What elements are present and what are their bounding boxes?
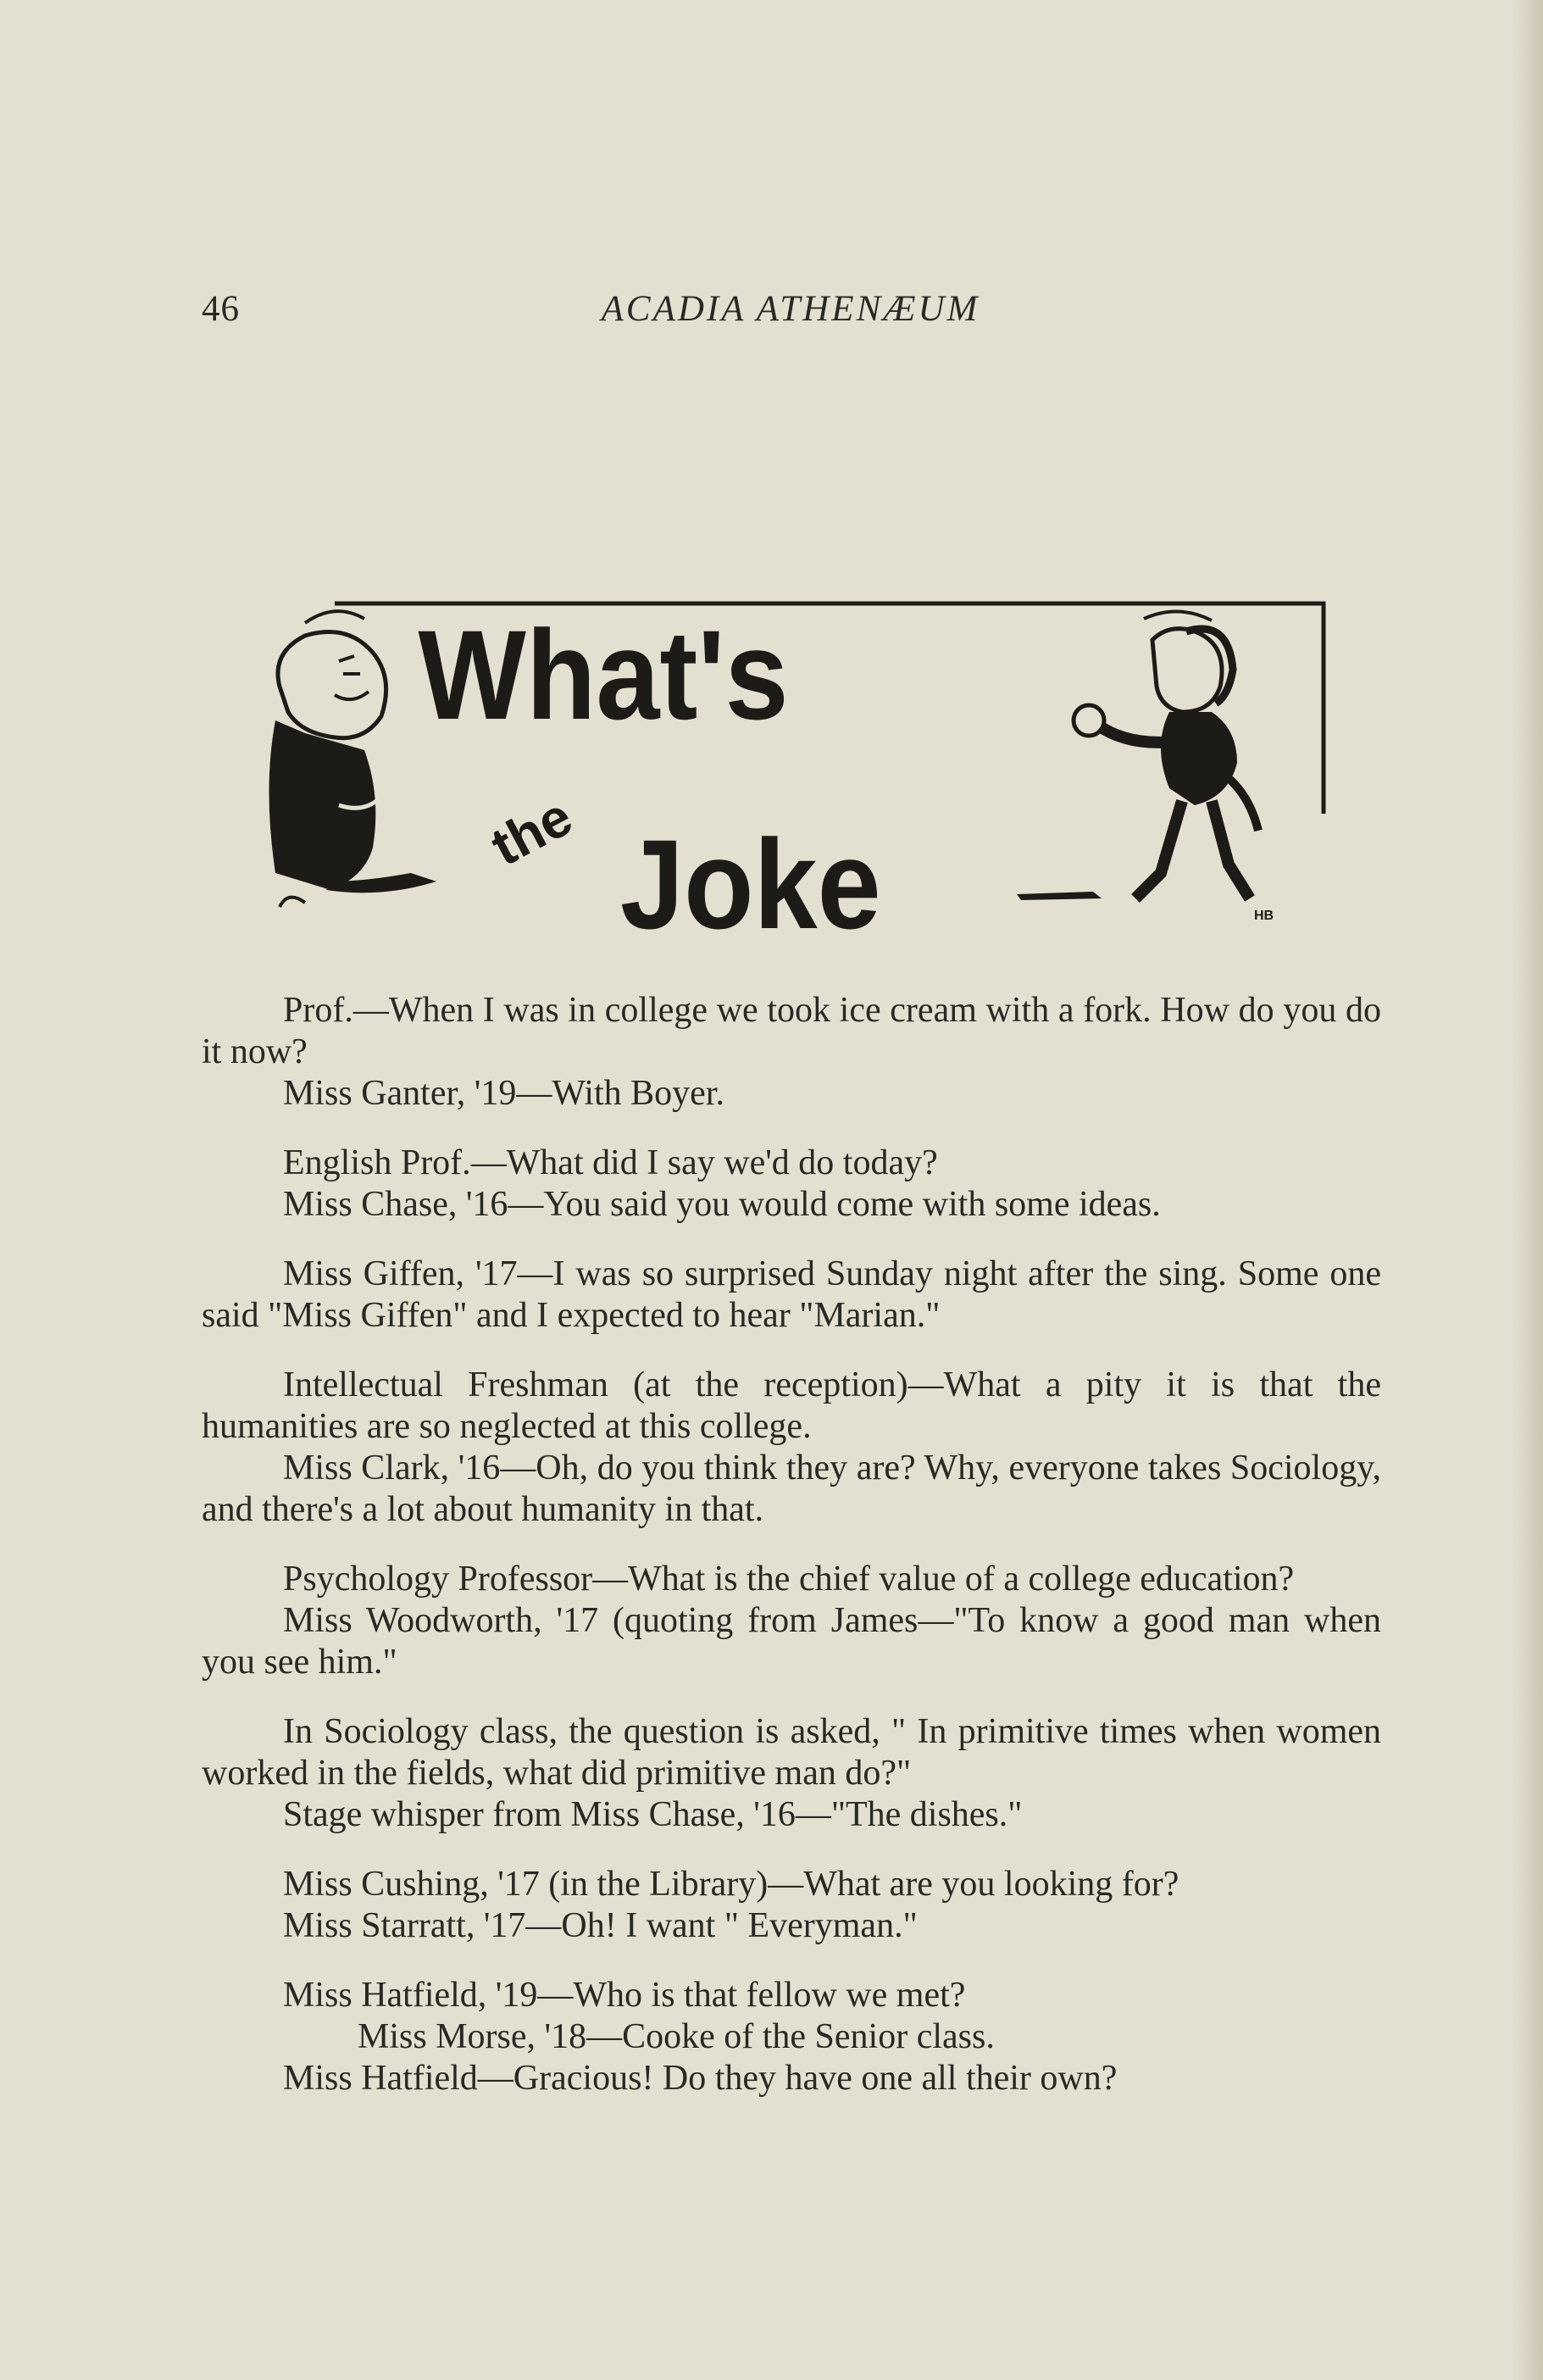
right-figure-illustration [1074, 611, 1258, 898]
joke-entry [202, 1864, 1381, 1947]
joke-line-question: Miss Giffen, '17—I was so surprised Sunday night after the sing. Some one said "Miss Giffen" and I expected to hear "Marian." [202, 1254, 1381, 1335]
joke-line-reply: Miss Ganter, '19—With Boyer. [283, 1074, 724, 1113]
joke-entry [202, 1559, 1381, 1683]
joke-entry [202, 990, 1381, 1115]
joke-line-reply: Miss Hatfield—Gracious! Do they have one all their own? [283, 2059, 1118, 2098]
joke-line-reply: Miss Morse, '18—Cooke of the Senior class. [358, 2017, 995, 2056]
left-figure-illustration [269, 611, 437, 907]
joke-line-reply: Miss Chase, '16—You said you would come with some ideas. [283, 1185, 1161, 1224]
artist-initials: HB [1254, 909, 1274, 923]
joke-line-question: Psychology Professor—What is the chief value of a college education? [283, 1560, 1295, 1599]
joke-entry [202, 1254, 1381, 1337]
page-header [202, 288, 1379, 336]
motion-line [1017, 892, 1102, 900]
jokes-column [202, 990, 1381, 2127]
page-edge [1511, 0, 1543, 2380]
joke-line-reply: Miss Clark, '16—Oh, do you think they are? Why, everyone takes Sociology, and there's a lot about humanity in that. [202, 1449, 1381, 1529]
page-number: 46 [202, 289, 240, 329]
title-word-joke: Joke [620, 814, 881, 956]
joke-line-reply: Miss Woodworth, '17 (quoting from James—"To know a good man when you see him." [202, 1601, 1381, 1682]
joke-line-question: In Sociology class, the question is asked, " In primitive times when women worked in the fields, what did primitive man do?" [202, 1712, 1381, 1793]
joke-entry [202, 1143, 1381, 1226]
running-title: ACADIA ATHENÆUM [601, 289, 980, 329]
title-word-the: the [480, 785, 582, 878]
joke-entry [202, 1975, 1381, 2099]
title-word-whats: What's [418, 604, 789, 747]
joke-line-question: Intellectual Freshman (at the reception)—What a pity it is that the humanities are so neglected at this college. [202, 1365, 1381, 1446]
joke-line-question: Miss Hatfield, '19—Who is that fellow we met? [283, 1976, 966, 2015]
joke-line-question: Prof.—When I was in college we took ice cream with a fork. How do you do it now? [202, 991, 1381, 1071]
joke-entry [202, 1365, 1381, 1531]
joke-line-question: Miss Cushing, '17 (in the Library)—What are you looking for? [283, 1865, 1179, 1904]
joke-line-question: English Prof.—What did I say we'd do today? [283, 1143, 938, 1182]
joke-line-reply: Stage whisper from Miss Chase, '16—"The dishes." [283, 1795, 1023, 1834]
joke-entry [202, 1711, 1381, 1836]
joke-line-reply: Miss Starratt, '17—Oh! I want " Everyman." [283, 1906, 918, 1945]
whats-the-joke-cartoon [254, 593, 1330, 966]
